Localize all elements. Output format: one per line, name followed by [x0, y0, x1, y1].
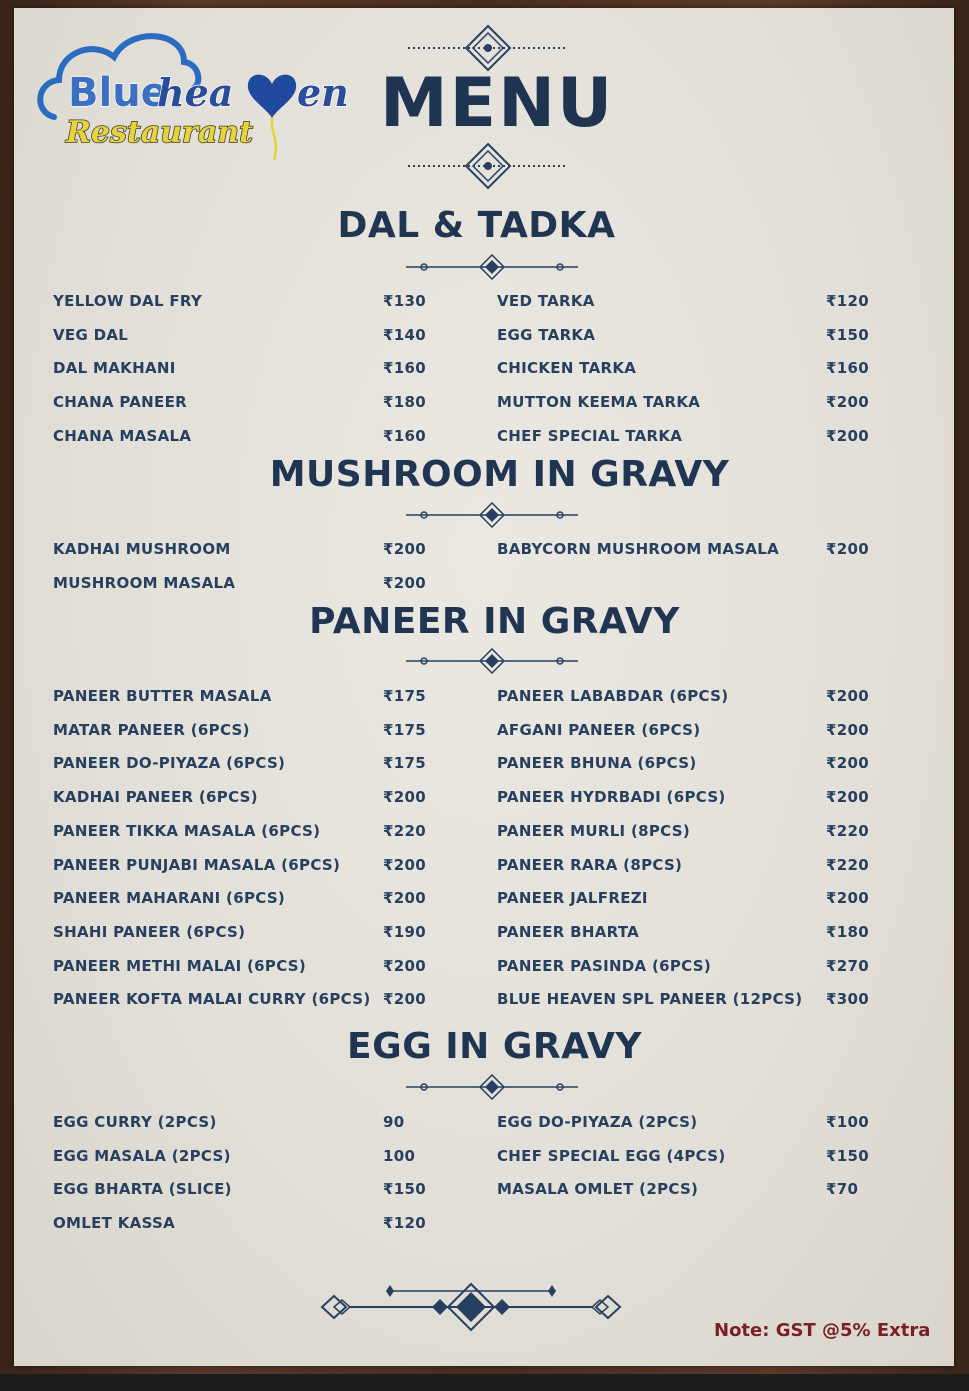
section-title-egg: EGG IN GRAVY [347, 1026, 642, 1067]
menu-item-name: YELLOW DAL FRY [53, 292, 203, 310]
menu-item-price: ₹160 [826, 359, 869, 377]
menu-item-price: ₹130 [383, 292, 426, 310]
menu-item-name: PANEER LABABDAR (6PCS) [497, 687, 729, 705]
menu-item-price: ₹160 [383, 359, 426, 377]
menu-item-price: ₹140 [383, 326, 426, 344]
page-title: MENU [380, 64, 615, 143]
menu-item-price: ₹200 [826, 427, 869, 445]
menu-item-name: DAL MAKHANI [53, 359, 176, 377]
menu-item-price: ₹200 [826, 540, 869, 558]
menu-item-name: VEG DAL [53, 326, 129, 344]
menu-item-price: ₹150 [826, 326, 869, 344]
menu-item-name: PANEER MURLI (8PCS) [497, 822, 690, 840]
menu-item-name: MUTTON KEEMA TARKA [497, 393, 701, 411]
menu-item-price: ₹200 [383, 574, 426, 592]
section-ornament [402, 1074, 582, 1100]
menu-item-price: ₹200 [826, 788, 869, 806]
menu-item-price: ₹200 [383, 990, 426, 1008]
menu-item-name: PANEER JALFREZI [497, 889, 648, 907]
menu-item-name: CHANA PANEER [53, 393, 187, 411]
menu-item-name: PANEER BHARTA [497, 923, 640, 941]
menu-item-price: ₹200 [826, 393, 869, 411]
menu-item-name: CHEF SPECIAL TARKA [497, 427, 683, 445]
logo-text-blue: Blue [68, 70, 168, 116]
menu-item-price: ₹200 [383, 788, 426, 806]
menu-item-price: ₹150 [826, 1147, 869, 1165]
menu-item-price: ₹150 [383, 1180, 426, 1198]
menu-item-name: EGG TARKA [497, 326, 596, 344]
menu-item-name: KADHAI PANEER (6PCS) [53, 788, 258, 806]
menu-item-name: BLUE HEAVEN SPL PANEER (12PCS) [497, 990, 803, 1008]
section-title-dal: DAL & TADKA [337, 205, 616, 246]
menu-item-price: ₹200 [383, 889, 426, 907]
bottom-strip [0, 1374, 969, 1391]
menu-item-price: ₹200 [826, 754, 869, 772]
bottom-title-ornament [388, 142, 588, 190]
menu-item-price: ₹220 [826, 822, 869, 840]
menu-item-price: ₹175 [383, 687, 426, 705]
menu-item-name: EGG CURRY (2PCS) [53, 1113, 217, 1131]
menu-item-price: ₹180 [826, 923, 869, 941]
menu-item-name: SHAHI PANEER (6PCS) [53, 923, 246, 941]
menu-item-price: ₹100 [826, 1113, 869, 1131]
menu-item-name: PANEER KOFTA MALAI CURRY (6PCS) [53, 990, 371, 1008]
section-ornament [402, 254, 582, 280]
menu-item-price: ₹70 [826, 1180, 859, 1198]
menu-item-name: KADHAI MUSHROOM [53, 540, 231, 558]
menu-item-name: BABYCORN MUSHROOM MASALA [497, 540, 780, 558]
menu-item-name: CHICKEN TARKA [497, 359, 637, 377]
logo-subtitle: Restaurant [66, 115, 253, 150]
section-ornament [402, 502, 582, 528]
menu-item-price: ₹300 [826, 990, 869, 1008]
menu-item-name: PANEER PASINDA (6PCS) [497, 957, 712, 975]
menu-item-name: AFGANI PANEER (6PCS) [497, 721, 701, 739]
menu-item-price: ₹175 [383, 754, 426, 772]
menu-item-name: PANEER BHUNA (6PCS) [497, 754, 697, 772]
menu-item-price: ₹220 [826, 856, 869, 874]
menu-item-name: PANEER DO-PIYAZA (6PCS) [53, 754, 286, 772]
restaurant-logo [34, 22, 364, 167]
menu-item-name: MUSHROOM MASALA [53, 574, 236, 592]
menu-item-name: PANEER PUNJABI MASALA (6PCS) [53, 856, 341, 874]
menu-item-name: PANEER TIKKA MASALA (6PCS) [53, 822, 321, 840]
section-ornament [402, 648, 582, 674]
logo-text-hea: hea [157, 70, 234, 115]
menu-item-name: EGG BHARTA (SLICE) [53, 1180, 232, 1198]
menu-item-price: ₹200 [826, 721, 869, 739]
menu-item-name: EGG DO-PIYAZA (2PCS) [497, 1113, 698, 1131]
menu-item-name: MASALA OMLET (2PCS) [497, 1180, 699, 1198]
menu-item-price: ₹120 [383, 1214, 426, 1232]
menu-item-price: ₹200 [383, 856, 426, 874]
gst-note: Note: GST @5% Extra [714, 1320, 931, 1341]
menu-item-name: VED TARKA [497, 292, 595, 310]
menu-item-price: ₹190 [383, 923, 426, 941]
menu-item-price: ₹270 [826, 957, 869, 975]
footer-ornament [310, 1282, 632, 1332]
section-title-mushroom: MUSHROOM IN GRAVY [269, 454, 730, 495]
menu-item-name: CHEF SPECIAL EGG (4PCS) [497, 1147, 726, 1165]
menu-item-price: ₹120 [826, 292, 869, 310]
menu-item-name: PANEER METHI MALAI (6PCS) [53, 957, 307, 975]
menu-item-name: CHANA MASALA [53, 427, 192, 445]
menu-item-price: ₹200 [826, 889, 869, 907]
menu-item-price: ₹180 [383, 393, 426, 411]
menu-item-name: MATAR PANEER (6PCS) [53, 721, 250, 739]
menu-item-name: PANEER MAHARANI (6PCS) [53, 889, 286, 907]
menu-item-name: EGG MASALA (2PCS) [53, 1147, 231, 1165]
menu-item-name: PANEER BUTTER MASALA [53, 687, 272, 705]
menu-item-name: PANEER RARA (8PCS) [497, 856, 683, 874]
menu-item-price: ₹175 [383, 721, 426, 739]
menu-item-price: 90 [383, 1113, 405, 1131]
heart-string [272, 118, 276, 160]
logo-text-en: en [297, 70, 349, 115]
menu-item-price: ₹200 [383, 540, 426, 558]
menu-item-name: OMLET KASSA [53, 1214, 176, 1232]
menu-item-price: ₹220 [383, 822, 426, 840]
menu-item-price: ₹200 [826, 687, 869, 705]
menu-item-price: 100 [383, 1147, 416, 1165]
menu-item-price: ₹160 [383, 427, 426, 445]
section-title-paneer: PANEER IN GRAVY [309, 601, 680, 642]
menu-item-price: ₹200 [383, 957, 426, 975]
heart-icon [248, 75, 296, 118]
menu-item-name: PANEER HYDRBADI (6PCS) [497, 788, 726, 806]
